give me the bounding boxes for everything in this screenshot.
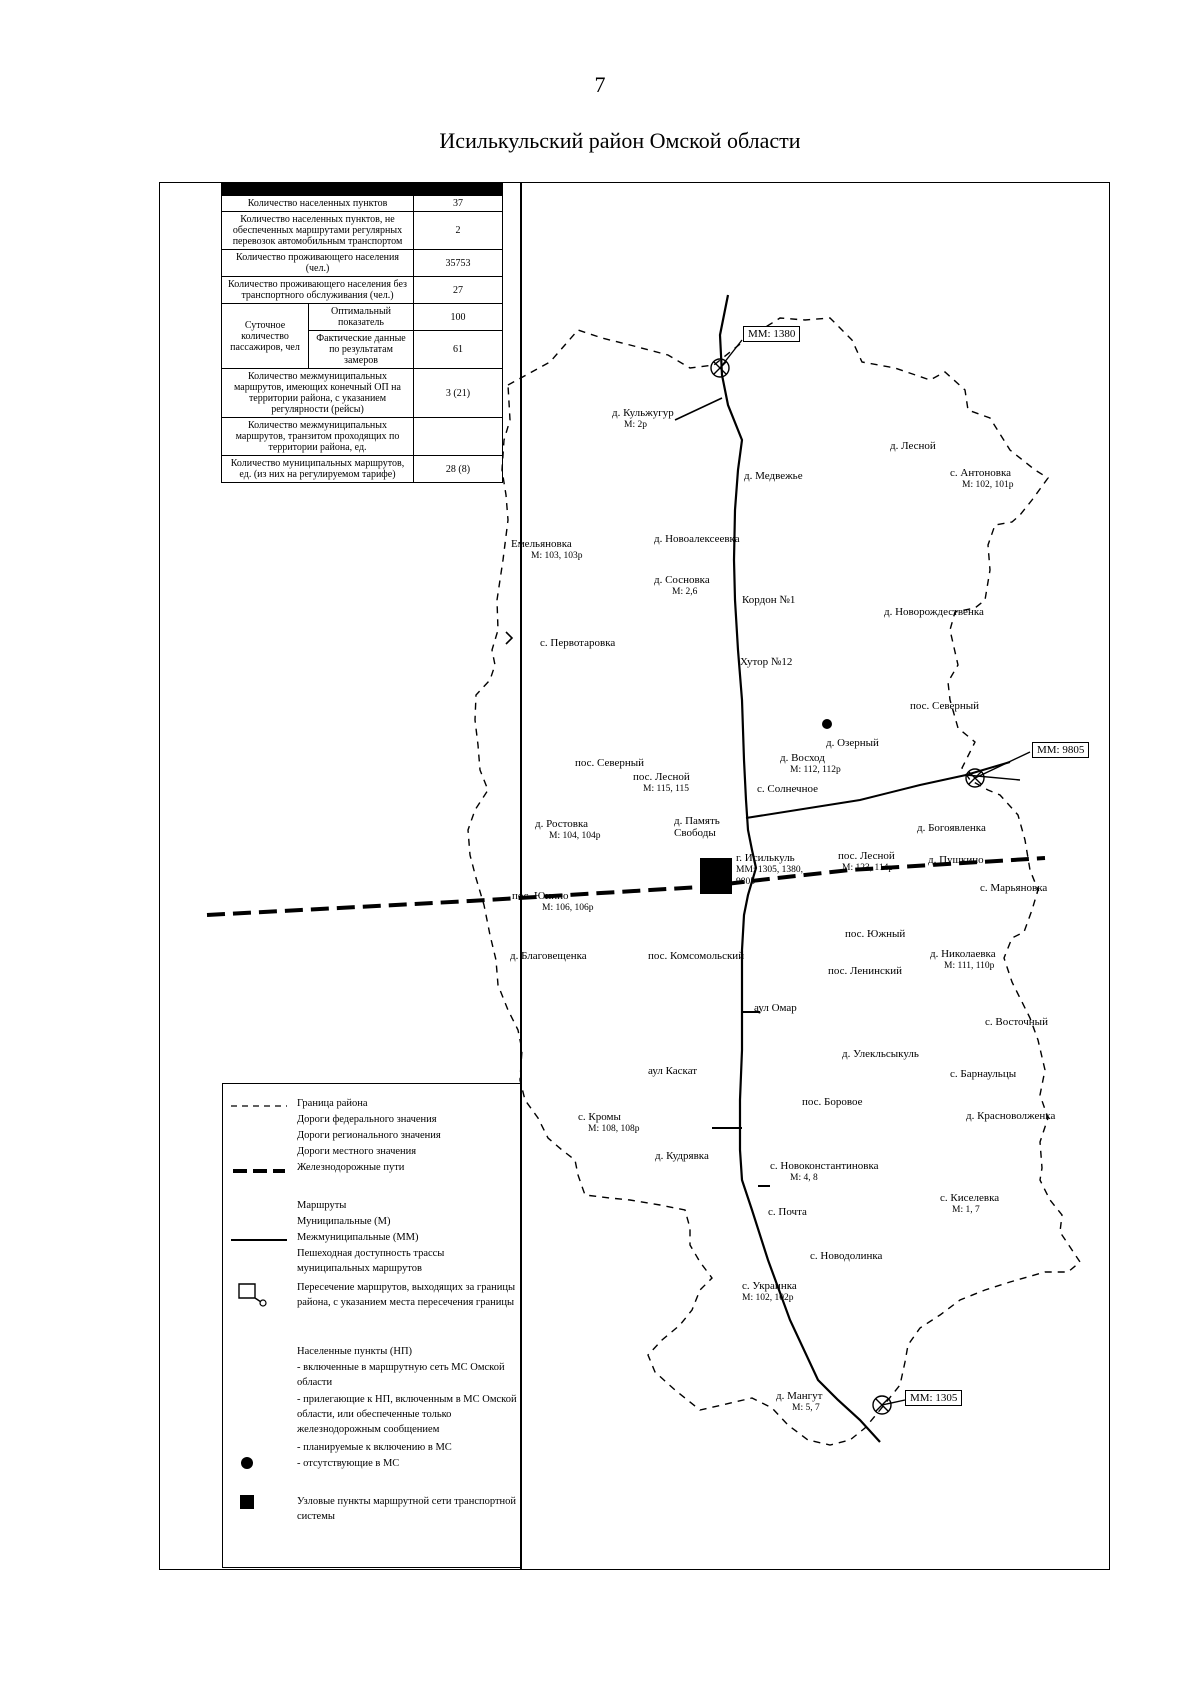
- legend-column-divider: [520, 182, 522, 1570]
- legend-item: Межмуниципальные (ММ): [297, 1232, 419, 1243]
- legend-item: Узловые пункты маршрутной сети транспортной системы: [297, 1496, 517, 1522]
- legend-item: Населенные пункты (НП): [297, 1346, 413, 1357]
- legend-absent-symbol: [229, 1456, 289, 1470]
- table-cell-label: Количество муниципальных маршрутов, ед. (из них на регулируемом тарифе): [222, 456, 414, 483]
- place-label: д. Ростовка М: 104, 104р: [535, 818, 601, 841]
- place-label: с. Украинка М: 102, 102р: [742, 1280, 797, 1303]
- legend-item: Железнодорожные пути: [297, 1162, 405, 1173]
- place-label: с. Первотаровка: [540, 637, 616, 649]
- table-row: [222, 196, 503, 212]
- table-row: [222, 250, 503, 277]
- table-row: [222, 304, 503, 331]
- place-label: д. Красноволженка: [966, 1110, 1056, 1122]
- place-label: пос. Комсомольский: [648, 950, 745, 962]
- table-cell-value: 37: [414, 196, 503, 212]
- place-label: д. Богоявленка: [917, 822, 986, 834]
- table-row: [222, 369, 503, 418]
- legend-item: - отсутствующие в МС: [297, 1458, 400, 1469]
- table-cell-value: 27: [414, 277, 503, 304]
- place-label: с. Солнечное: [757, 783, 818, 795]
- route-kulzhugur: [675, 398, 722, 420]
- place-label: г. Исилькуль ММ: 1305, 1380, 9805: [736, 852, 804, 887]
- place-label: с. Новодолинка: [810, 1250, 883, 1262]
- table-cell-label: Количество проживающего населения без транспортного обслуживания (чел.): [222, 277, 414, 304]
- table-row: [222, 277, 503, 304]
- place-label: д. Николаевка М: 111, 110р: [930, 948, 996, 971]
- place-label: пос. Боровое: [802, 1096, 863, 1108]
- crossing-north: [711, 340, 742, 377]
- legend-item: - прилегающие к НП, включенным в МС Омской области, или обеспеченные только железнодорожным сообщением: [297, 1394, 517, 1435]
- place-label: д. Кудрявка: [655, 1150, 709, 1162]
- place-label: аул Омар: [754, 1002, 797, 1014]
- place-label: с. Почта: [768, 1206, 807, 1218]
- page-title: Исилькульский район Омской области: [439, 128, 801, 153]
- crossing-south: [873, 1396, 905, 1414]
- table-cell-label: Количество межмуниципальных маршрутов, транзитом проходящих по территории района, ед.: [222, 418, 414, 456]
- stats-table-header: [222, 183, 503, 196]
- place-label: с. Кромы М: 108, 108р: [578, 1111, 640, 1134]
- place-label: д. Медвежье: [744, 470, 803, 482]
- place-label: пос. Лесной М: 123, 114р: [838, 850, 895, 873]
- legend-boundary-symbol: [229, 1102, 289, 1110]
- legend-item: Муниципальные (М): [297, 1216, 391, 1227]
- place-label: пос. Северный: [575, 757, 645, 769]
- place-label: д. Сосновка М: 2,6: [654, 574, 710, 597]
- legend-item: Дороги федерального значения: [297, 1114, 437, 1125]
- place-label: с. Марьяновка: [980, 882, 1048, 894]
- legend-railway-symbol: [229, 1167, 289, 1175]
- legend-item: Граница района: [297, 1098, 368, 1109]
- stats-table: [221, 182, 503, 483]
- legend-item: - планируемые к включению в МС: [297, 1442, 452, 1453]
- legend-item: Пересечение маршрутов, выходящих за границы района, с указанием места пересечения границы: [297, 1282, 516, 1308]
- place-label: д. Пушкино: [928, 854, 984, 866]
- table-cell-value: 2: [414, 212, 503, 250]
- place-label: д. Лесной: [890, 440, 936, 452]
- place-label: с. Восточный: [985, 1016, 1048, 1028]
- place-label: с. Киселевка М: 1, 7: [940, 1192, 1000, 1215]
- table-cell-label: Количество межмуниципальных маршрутов, имеющих конечный ОП на территории района, с указанием регулярности (рейсы): [222, 369, 414, 418]
- place-label: д. Улекльсыкуль: [842, 1048, 919, 1060]
- route-label-north: ММ: 1380: [743, 326, 800, 342]
- place-label: пос. Ленинский: [828, 965, 902, 977]
- table-cell-label: Количество населенных пунктов, не обеспеченных маршрутами регулярных перевозок автомобильным транспортом: [222, 212, 414, 250]
- place-label: пос. Юнино М: 106, 106р: [512, 890, 594, 913]
- table-cell-label: Оптимальный показатель: [309, 304, 414, 331]
- place-label: пос. Северный: [910, 700, 980, 712]
- place-label: с. Новоконстантиновка М: 4, 8: [770, 1160, 879, 1183]
- railway: [207, 858, 1048, 915]
- place-label: д. Кульжугур М: 2р: [612, 407, 674, 430]
- place-label: Кордон №1: [742, 594, 796, 606]
- place-label: д. Новорождественка: [884, 606, 984, 618]
- place-label: пос. Южный: [845, 928, 906, 940]
- table-cell-value: 28 (8): [414, 456, 503, 483]
- route-label-south: ММ: 1305: [905, 1390, 962, 1406]
- legend-item: - включенные в маршрутную сеть МС Омской области: [297, 1362, 505, 1388]
- table-row: [222, 212, 503, 250]
- place-label: д. Мангут М: 5, 7: [776, 1390, 823, 1413]
- place-label: д. Озерный: [826, 737, 879, 749]
- page-number: 7: [594, 72, 606, 97]
- place-label: д. Память Свободы: [674, 815, 720, 839]
- legend-item: Пешеходная доступность трассы муниципальных маршрутов: [297, 1248, 445, 1274]
- table-cell-value: 3 (21): [414, 369, 503, 418]
- table-row: [222, 418, 503, 456]
- table-cell-value: 61: [414, 331, 503, 369]
- legend-intermunicipal-symbol: [229, 1236, 289, 1244]
- place-label: с. Барнаульцы: [950, 1068, 1017, 1080]
- place-label: д. Благовещенка: [510, 950, 587, 962]
- place-label: пос. Лесной М: 115, 115: [633, 771, 690, 794]
- ozerny-dot: [822, 719, 832, 729]
- table-cell-label: Количество проживающего населения (чел.): [222, 250, 414, 277]
- table-cell-label: Количество населенных пунктов: [222, 196, 414, 212]
- table-row: [222, 456, 503, 483]
- legend-node-symbol: [229, 1494, 289, 1510]
- table-cell-value: 100: [414, 304, 503, 331]
- legend-item: Дороги регионального значения: [297, 1130, 441, 1141]
- legend-item: Дороги местного значения: [297, 1146, 417, 1157]
- table-cell-label: Фактические данные по результатам замеров: [309, 331, 414, 369]
- place-label: с. Антоновка М: 102, 101р: [950, 467, 1014, 490]
- place-label: аул Каскат: [648, 1065, 698, 1077]
- legend-crossing-symbol: [229, 1280, 289, 1310]
- place-label: Хутор №12: [740, 656, 793, 668]
- table-cell-label: Суточное количество пассажиров, чел: [222, 304, 309, 369]
- table-cell-value: 35753: [414, 250, 503, 277]
- crossing-east: [966, 752, 1030, 787]
- place-label: Емельяновка М: 103, 103р: [511, 538, 583, 561]
- pervotarovka-marker: [506, 632, 512, 644]
- map-legend: [222, 1083, 520, 1568]
- legend-item: Маршруты: [297, 1200, 347, 1211]
- isilkul-node-marker: [700, 858, 732, 894]
- place-label: д. Восход М: 112, 112р: [780, 752, 841, 775]
- table-cell-value: [414, 418, 503, 456]
- route-label-east: ММ: 9805: [1032, 742, 1089, 758]
- place-label: д. Новоалексеевка: [654, 533, 740, 545]
